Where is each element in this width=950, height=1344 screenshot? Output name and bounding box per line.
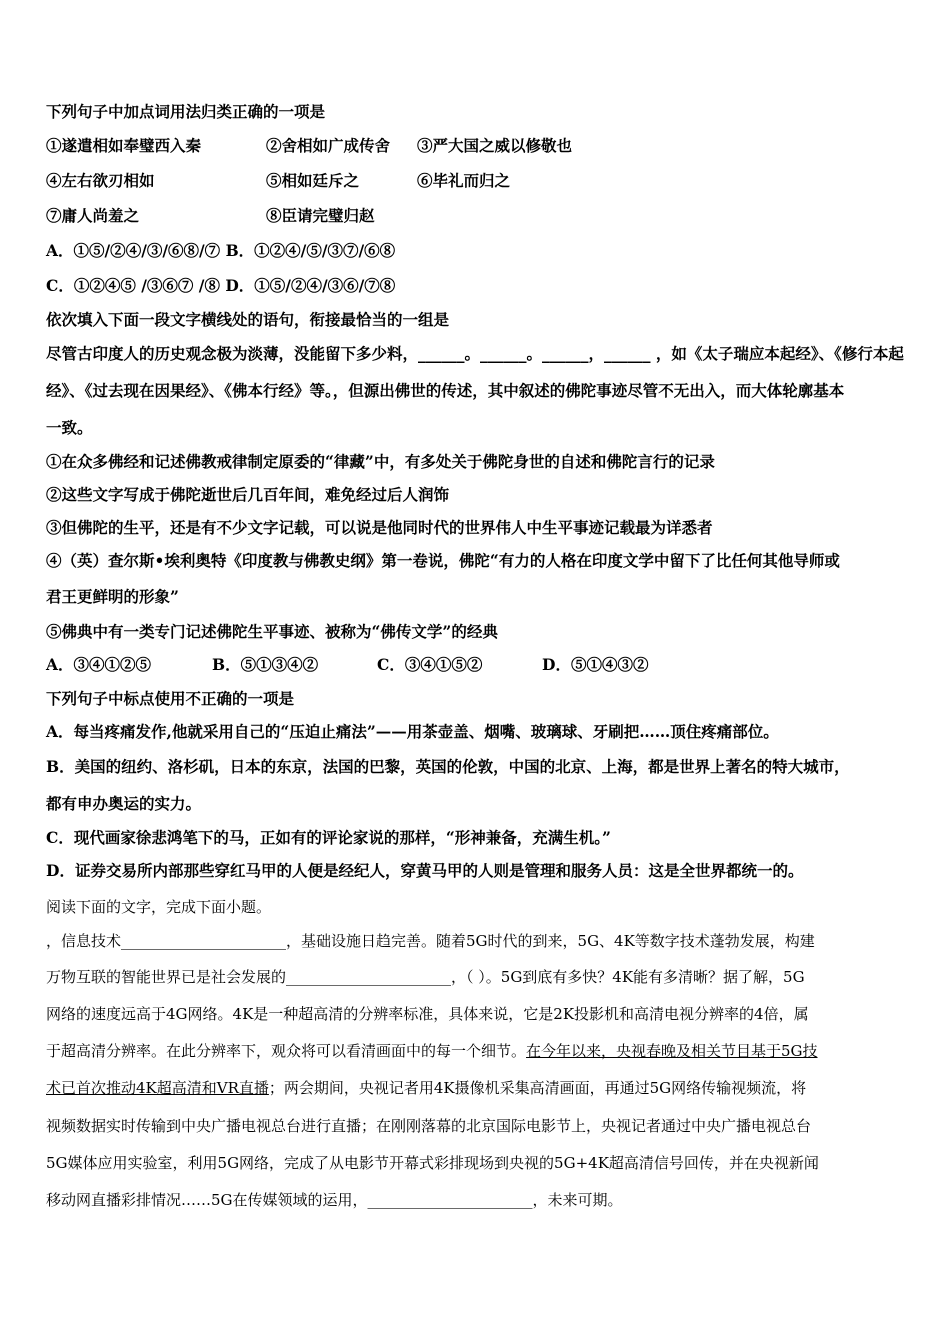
q2-option-b: B．⑤①③④② — [212, 655, 319, 674]
q2-passage-line-2: 经》、《过去现在因果经》、《佛本行经》等。，但源出佛世的传述，其中叙述的佛陀事迹尽管不无出入，而大体轮廓基本 — [46, 381, 845, 400]
reading-line-1: ，信息技术______________________，基础设施日趋完善。随着5G时代的到来，5G、4K等数字技术蓬勃发展，构建 — [46, 932, 815, 950]
q2-sentence-4-line-1: ④（英）查尔斯•埃利奥特《印度教与佛教史纲》第一卷说，佛陀“有力的人格在印度文学中留下了比任何其他导师或 — [46, 551, 840, 570]
q1-item-5: ⑤相如廷斥之 — [266, 171, 360, 190]
q1-item-3: ③严大国之威以修敬也 — [417, 136, 573, 155]
q2-option-a: A．③④①②⑤ — [46, 655, 152, 674]
q2-sentence-2: ②这些文字写成于佛陀逝世后几百年间，难免经过后人润饰 — [46, 485, 450, 504]
reading-line-3: 网络的速度远高于4G网络。4K是一种超高清的分辨率标准，具体来说，它是2K投影机和高清电视分辨率的4倍，属 — [46, 1005, 809, 1023]
q2-sentence-4-line-2: 君王更鲜明的形象” — [46, 587, 179, 606]
reading-line-4 — [46, 1041, 818, 1061]
q3-option-b-line-2: 都有申办奥运的实力。 — [46, 794, 202, 813]
q2-sentence-5: ⑤佛典中有一类专门记述佛陀生平事迹、被称为“佛传文学”的经典 — [46, 622, 498, 641]
q1-item-7: ⑦庸人尚羞之 — [46, 206, 140, 225]
q2-stem: 依次填入下面一段文字横线处的语句，衔接最恰当的一组是 — [46, 310, 450, 329]
q2-option-d: D．⑤①④③② — [542, 655, 649, 674]
q1-options-ab: A．①⑤/②④/③/⑥⑧/⑦ B．①②④/⑤/③⑦/⑥⑧ — [46, 241, 396, 260]
reading-line-8: 移动网直播彩排情况……5G在传媒领域的运用，______________________，未来可期。 — [46, 1191, 623, 1209]
underlined-sentence-part-1: 在今年以来，央视春晚及相关节目基于5G技 — [526, 1042, 818, 1060]
q2-sentence-3: ③但佛陀的生平，还是有不少文字记载，可以说是他同时代的世界伟人中生平事迹记载最为详悉者 — [46, 518, 713, 537]
q2-passage-line-1: 尽管古印度人的历史观念极为淡薄，没能留下多少料，______。______。______，______ ，如《太子瑞应本起经》、《修行本起 — [46, 344, 904, 363]
reading-line-7: 5G媒体应用实验室，利用5G网络，完成了从电影节开幕式彩排现场到央视的5G+4K超高清信号回传，并在央视新闻 — [46, 1154, 819, 1172]
underlined-sentence-part-2: 术已首次推动4K超高清和VR直播 — [46, 1079, 269, 1097]
reading-line-4-text: 于超高清分辨率。在此分辨率下，观众将可以看清画面中的每一个细节。 — [46, 1042, 527, 1060]
q2-passage-line-3: 一致。 — [46, 418, 93, 437]
reading-line-6: 视频数据实时传输到中央广播电视总台进行直播；在刚刚落幕的北京国际电影节上，央视记者通过中央广播电视总台 — [46, 1117, 812, 1135]
q1-item-6: ⑥毕礼而归之 — [417, 171, 511, 190]
q3-option-a: A．每当疼痛发作,他就采用自己的“压迫止痛法”——用茶壶盖、烟嘴、玻璃球、牙刷把……顶住疼痛部位。 — [46, 722, 779, 741]
q2-sentence-1: ①在众多佛经和记述佛教戒律制定原委的“律藏”中，有多处关于佛陀身世的自述和佛陀言行的记录 — [46, 452, 715, 471]
q3-option-c: C．现代画家徐悲鸿笔下的马，正如有的评论家说的那样，“形神兼备，充满生机。” — [46, 828, 611, 847]
q1-item-4: ④左右欲刃相如 — [46, 171, 155, 190]
q1-options-cd: C．①②④⑤ /③⑥⑦ /⑧ D．①⑤/②④/③⑥/⑦⑧ — [46, 276, 396, 295]
q1-item-2: ②舍相如广成传舍 — [266, 136, 391, 155]
q3-option-d: D．证券交易所内部那些穿红马甲的人便是经纪人，穿黄马甲的人则是管理和服务人员：这是全世界都统一的。 — [46, 861, 804, 880]
q1-stem: 下列句子中加点词用法归类正确的一项是 — [46, 102, 326, 121]
q1-item-8: ⑧臣请完璧归赵 — [266, 206, 375, 225]
reading-line-5 — [46, 1078, 806, 1098]
q3-option-b-line-1: B．美国的纽约、洛杉矶，日本的东京，法国的巴黎，英国的伦敦，中国的北京、上海，都是世界上著名的特大城市， — [46, 757, 850, 776]
reading-line-2: 万物互联的智能世界已是社会发展的______________________，（ ）。5G到底有多快？4K能有多清晰？据了解，5G — [46, 968, 805, 986]
q2-option-c: C．③④①⑤② — [377, 655, 483, 674]
q3-stem: 下列句子中标点使用不正确的一项是 — [46, 689, 295, 708]
reading-line-5-text: ；两会期间，央视记者用4K摄像机采集高清画面，再通过5G网络传输视频流，将 — [268, 1079, 807, 1097]
reading-intro: 阅读下面的文字，完成下面小题。 — [46, 898, 272, 916]
q1-item-1: ①遂遣相如奉璧西入秦 — [46, 136, 202, 155]
